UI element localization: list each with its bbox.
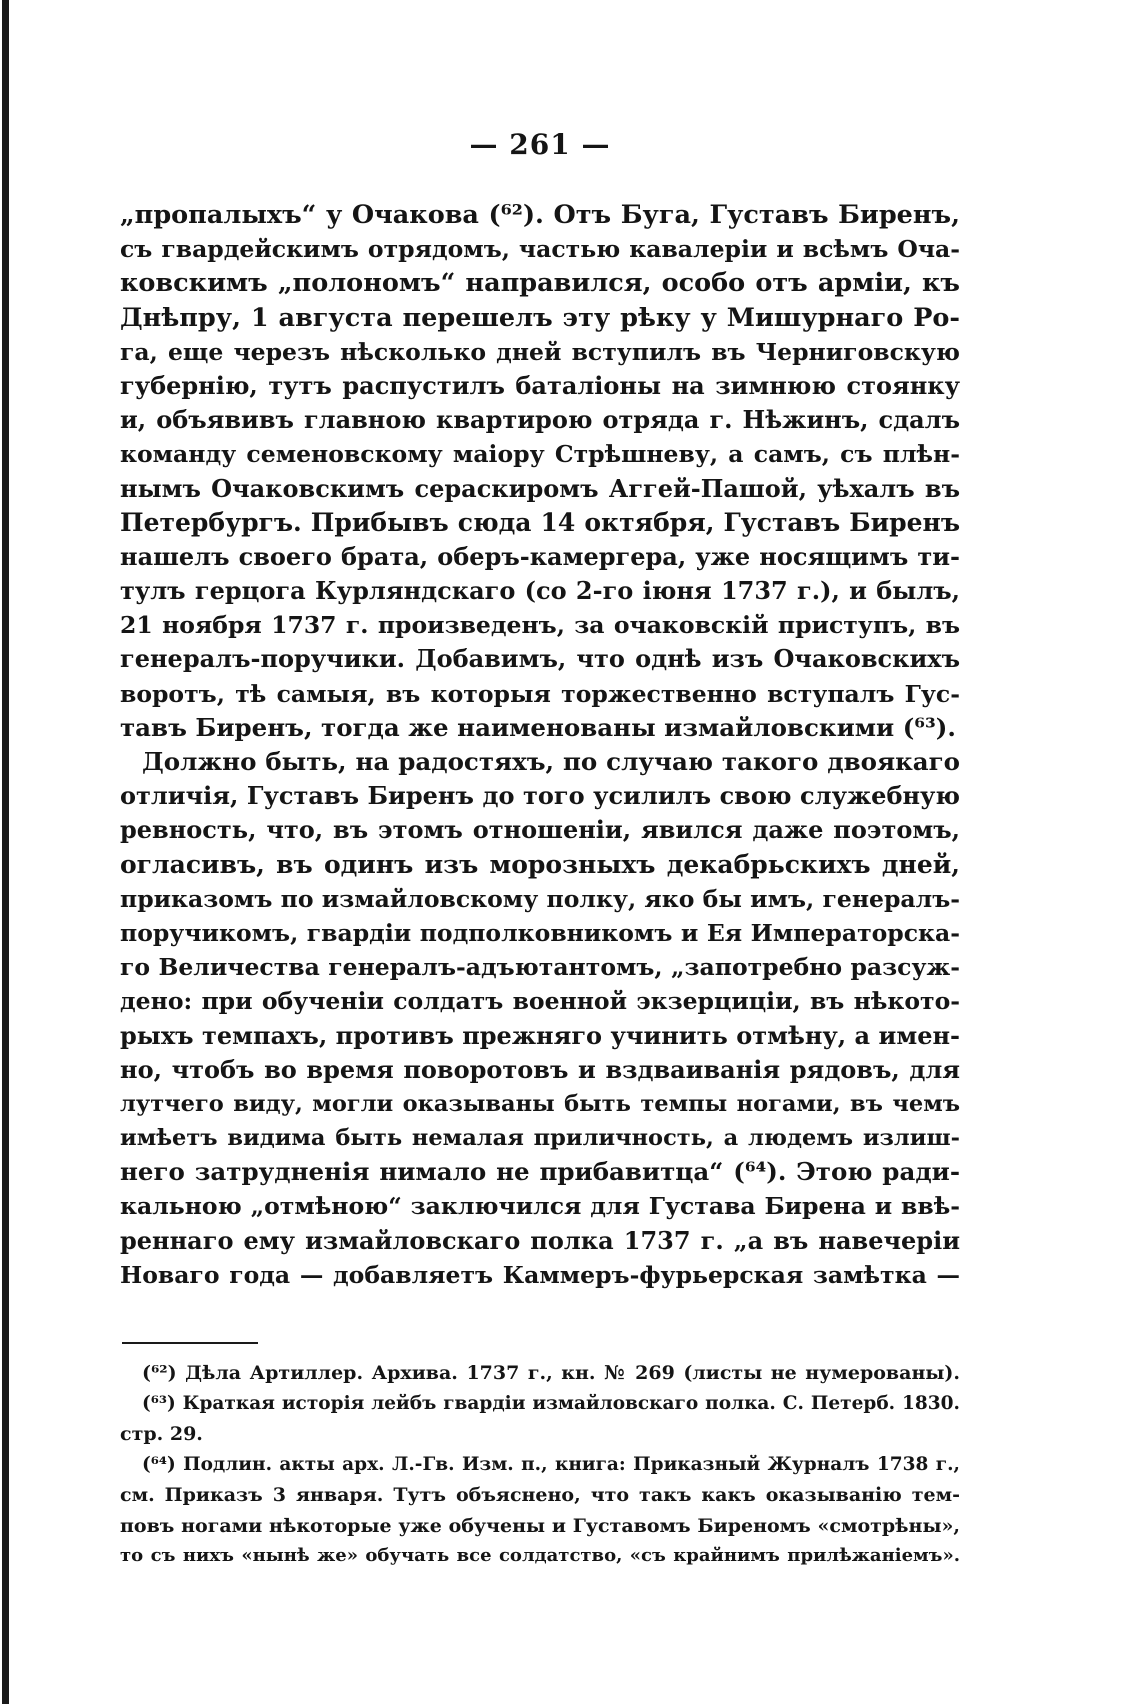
text-line: огласивъ, въ одинъ изъ морозныхъ декабрьскихъ дней,	[120, 849, 960, 879]
text-line: реннаго ему измайловскаго полка 1737 г. „а въ навечеріи	[120, 1225, 960, 1255]
paragraph-1	[120, 198, 960, 745]
text-line: поручикомъ, гвардіи подполковникомъ и Ея Императорска-	[120, 918, 960, 947]
text-line: Должно быть, на радостяхъ, по случаю такого двоякаго	[142, 747, 960, 776]
footnote-divider	[122, 1342, 258, 1344]
text-line: „пропалыхъ“ у Очакова (⁶²). Отъ Буга, Густавъ Биренъ,	[120, 200, 960, 230]
text-line: имѣетъ видима быть немалая приличность, а людемъ излиш-	[120, 1125, 960, 1152]
text-line: съ гвардейскимъ отрядомъ, частью кавалеріи и всѣмъ Оча-	[120, 235, 960, 264]
text-line: приказомъ по измайловскому полку, яко бы имъ, генералъ-	[120, 884, 960, 913]
text-line: отличія, Густавъ Биренъ до того усилилъ свою служебную	[120, 781, 960, 811]
body-text	[120, 198, 960, 1292]
text-line: тавъ Биренъ, тогда же наименованы измайловскими (⁶³).	[120, 712, 956, 742]
text-line: лутчего виду, могли оказываны быть темпы ногами, въ чемъ	[120, 1090, 960, 1117]
text-line: тулъ герцога Курляндскаго (со 2-го іюня 1737 г.), и былъ,	[120, 576, 960, 606]
text-line: Днѣпру, 1 августа перешелъ эту рѣку у Мишурнаго Ро-	[120, 302, 960, 333]
scan-left-edge	[2, 0, 9, 1704]
text-line: команду семеновскому маіору Стрѣшневу, а самъ, съ плѣн-	[120, 440, 960, 469]
text-line: губернію, тутъ распустилъ баталіоны на зимнюю стоянку	[120, 370, 960, 400]
text-line: него затрудненія нимало не прибавитца“ (⁶⁴). Этою ради-	[120, 1157, 960, 1187]
footnote-64: (⁶⁴) Подлин. акты арх. Л.-Гв. Изм. п., книга: Приказный Журналъ 1738 г.,	[142, 1453, 960, 1475]
footnote-64-continued: см. Приказъ 3 января. Тутъ объяснено, что такъ какъ оказыванію тем-	[120, 1484, 960, 1506]
text-line: и, объявивъ главною квартирою отряда г. Нѣжинъ, сдалъ	[120, 405, 960, 435]
footnote-63-continued: стр. 29.	[120, 1423, 203, 1445]
page	[120, 0, 960, 1704]
text-line: нымъ Очаковскимъ сераскиромъ Аггей-Пашой, уѣхалъ въ	[120, 473, 960, 503]
text-line: дено: при обученіи солдатъ военной экзерциціи, въ нѣкото-	[120, 987, 960, 1016]
text-line: го Величества генералъ-адъютантомъ, „запотребно разсуж-	[120, 953, 960, 982]
text-line: ковскимъ „полономъ“ направился, особо отъ арміи, къ	[120, 268, 960, 299]
text-line: воротъ, тѣ самыя, въ которыя торжественно вступалъ Гус-	[120, 679, 960, 708]
text-line: кальною „отмѣною“ заключился для Густава Бирена и ввѣ-	[120, 1192, 960, 1221]
text-line: 21 ноября 1737 г. произведенъ, за очаковскій приступъ, въ	[120, 611, 960, 640]
paragraph-2	[120, 745, 960, 1292]
text-line: нашелъ своего брата, оберъ-камергера, уже носящимъ ти-	[120, 541, 960, 571]
text-line: генералъ-поручики. Добавимъ, что однѣ изъ Очаковскихъ	[120, 644, 960, 674]
footnote-64-continued: то съ нихъ «нынѣ же» обучать все солдатство, «съ крайнимъ прилѣжаніемъ».	[120, 1545, 960, 1566]
footnote-64-continued: повъ ногами нѣкоторые уже обучены и Густавомъ Биреномъ «смотрѣны»,	[120, 1514, 960, 1537]
footnote-62: (⁶²) Дѣла Артиллер. Архива. 1737 г., кн. № 269 (листы не нумерованы).	[142, 1362, 960, 1384]
page-number: — 261 —	[469, 128, 611, 161]
text-line: ревность, что, въ этомъ отношеніи, явился даже поэтомъ,	[120, 815, 960, 845]
text-line: рыхъ темпахъ, противъ прежняго учинить отмѣну, а имен-	[120, 1020, 960, 1050]
footnote-63: (⁶³) Краткая исторія лейбъ гвардіи измайловскаго полка. С. Петерб. 1830.	[142, 1392, 960, 1414]
text-line: Новаго года — добавляетъ Каммеръ-фурьерская замѣтка —	[120, 1260, 960, 1289]
text-line: га, еще черезъ нѣсколько дней вступилъ въ Черниговскую	[120, 337, 960, 366]
text-line: но, чтобъ во время поворотовъ и вздваиванія рядовъ, для	[120, 1054, 960, 1084]
text-line: Петербургъ. Прибывъ сюда 14 октября, Густавъ Биренъ	[120, 507, 960, 537]
footnotes	[120, 1358, 960, 1572]
